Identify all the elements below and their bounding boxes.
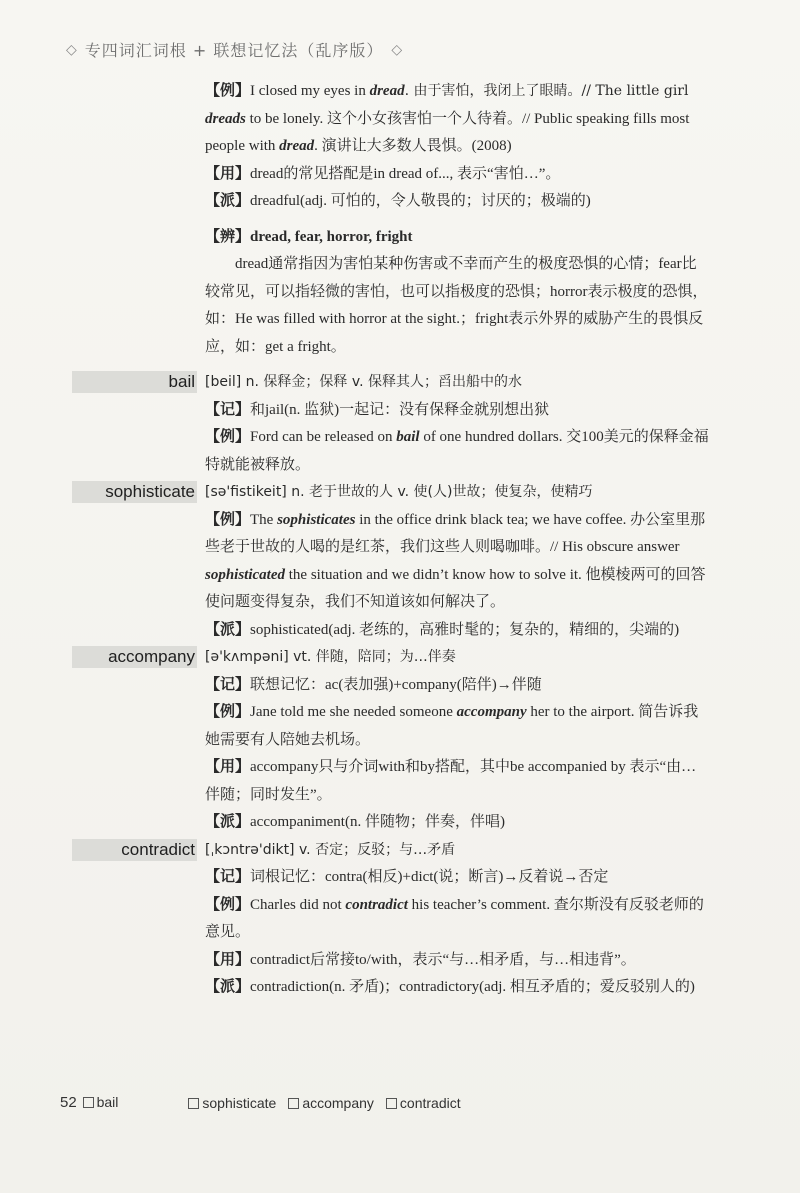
derivative-text: sophisticated(adj. 老练的，高雅时髦的；复杂的，精细的，尖端的)	[250, 621, 680, 638]
derivative	[205, 617, 710, 645]
dread-derivative	[205, 188, 710, 216]
distinction-tag: 【辨】	[205, 228, 251, 245]
keyword: dread	[279, 138, 315, 154]
keyword: dreads	[205, 110, 246, 127]
derivative	[205, 974, 710, 1002]
running-header	[66, 38, 402, 61]
usage-text: contradict后常接to/with，表示“与…相矛盾，与…相违背”。	[250, 951, 636, 968]
memory-tip	[205, 672, 710, 700]
memory-text: 词根记忆：contra(相反)+dict(说；断言)→反着说→否定	[250, 869, 609, 885]
definition: [beil] n. 保释金；保释 v. 保释其人；舀出船中的水	[205, 374, 522, 390]
dread-usage	[205, 161, 710, 189]
memory-tag: 【记】	[205, 676, 251, 693]
headword: contradict	[72, 839, 197, 861]
checkbox-icon	[188, 1098, 199, 1109]
example-text: Jane told me she needed someone	[250, 704, 457, 720]
usage-tag: 【用】	[205, 759, 251, 775]
footer-word: bail	[96, 1094, 119, 1110]
example-text: of one hundred dollars. 交100美元的保释金福特就能被释放。	[205, 429, 709, 473]
example-text: . 演讲让大多数人畏惧。(2008)	[314, 138, 512, 154]
memory-tip	[205, 397, 710, 425]
example-tag: 【例】	[205, 704, 251, 720]
memory-tag: 【记】	[205, 869, 251, 885]
dread-example	[205, 78, 710, 161]
example-tag: 【例】	[205, 511, 251, 528]
usage	[205, 754, 710, 809]
distinction-body: dread通常指因为害怕某种伤害或不幸而产生的极度恐惧的心情；fear比较常见，可以指轻微的害怕，也可以指极度的恐惧；horror表示极度的恐惧，如：He was filled with horror at the sight.；fright表示外界的威胁产生的畏惧反应，如：get a fright。	[205, 256, 708, 355]
page-number: 52	[60, 1094, 77, 1111]
usage	[205, 947, 710, 975]
derivative-tag: 【派】	[205, 979, 251, 995]
definition: [sə'fistikeit] n. 老于世故的人 v. 使(人)世故；使复杂，使精巧	[205, 484, 593, 500]
usage-text: dread的常见搭配是in dread of..., 表示“害怕…”。	[250, 165, 561, 182]
example-text: I closed my eyes in	[250, 83, 370, 99]
derivative-text: accompaniment(n. 伴随物；伴奏，伴唱)	[250, 814, 505, 830]
page-footer	[60, 1094, 461, 1111]
checkbox-icon	[386, 1098, 397, 1109]
example-text: the situation and we didn’t know how to solve it. 他模棱两可的回答使问题变得复杂，我们不知道该如何解决了。	[205, 566, 706, 610]
memory-tip	[205, 864, 710, 892]
diamond-icon: ◇	[391, 41, 403, 58]
entry-contradict	[121, 837, 710, 1002]
derivative-text: dreadful(adj. 可怕的，令人敬畏的；讨厌的；极端的)	[250, 193, 591, 209]
entry-sophisticate	[105, 479, 710, 644]
checkbox-icon	[288, 1098, 299, 1109]
derivative-tag: 【派】	[205, 814, 251, 830]
headword: bail	[72, 371, 197, 393]
dread-distinction	[205, 224, 710, 362]
content	[105, 78, 710, 1002]
headword: sophisticate	[72, 481, 197, 503]
example-text: Ford can be released on	[250, 429, 397, 445]
header-title: 专四词汇词根 + 联想记忆法（乱序版）	[84, 41, 384, 60]
footer-word: accompany	[302, 1094, 374, 1111]
keyword: sophisticated	[205, 566, 286, 583]
example	[205, 699, 710, 754]
keyword: dread	[369, 83, 405, 99]
memory-text: 和jail(n. 监狱)一起记：没有保释金就别想出狱	[250, 401, 550, 418]
derivative	[205, 809, 710, 837]
derivative-tag: 【派】	[205, 621, 251, 638]
keyword: contradict	[345, 896, 408, 913]
diamond-icon: ◇	[66, 41, 77, 58]
example-text: to be lonely. 这个小女孩害怕一个人待着。// Public speaking fills most people with	[205, 110, 690, 154]
definition: [ˌkɔntrə'dikt] v. 否定；反驳；与…矛盾	[205, 841, 456, 858]
footer-group	[60, 1094, 118, 1111]
keyword: bail	[396, 429, 420, 445]
example	[205, 424, 710, 479]
usage-tag: 【用】	[205, 165, 251, 182]
example-text: Charles did not	[250, 896, 346, 913]
example-text: her to the airport. 简告诉我她需要有人陪她去机场。	[205, 704, 699, 748]
headword: accompany	[72, 646, 197, 668]
footer-group	[188, 1095, 276, 1111]
example-text: . 由于害怕，我闭上了眼睛。// The little girl	[404, 83, 689, 99]
checkbox-icon	[83, 1097, 94, 1108]
example-tag: 【例】	[205, 83, 251, 99]
example	[205, 892, 710, 947]
distinction-title: dread, fear, horror, fright	[250, 228, 413, 245]
entry-accompany	[108, 644, 710, 837]
usage-tag: 【用】	[205, 951, 251, 968]
example-tag: 【例】	[205, 896, 251, 913]
derivative-tag: 【派】	[205, 193, 251, 209]
keyword: accompany	[456, 704, 527, 720]
entry-bail	[168, 369, 710, 479]
example-text: The	[250, 511, 278, 528]
example-tag: 【例】	[205, 429, 251, 445]
memory-text: 联想记忆：ac(表加强)+company(陪伴)→伴随	[250, 676, 542, 693]
example-text: in the office drink black tea; we have coffee. 办公室里那些老于世故的人喝的是红茶，我们这些人则喝咖啡。// His obscure answer	[205, 511, 706, 555]
footer-group	[288, 1095, 374, 1111]
example-text: his teacher’s comment. 查尔斯没有反驳老师的意见。	[205, 896, 704, 940]
keyword: sophisticates	[277, 511, 356, 528]
footer-word: sophisticate	[202, 1094, 277, 1111]
usage-text: accompany只与介词with和by搭配，其中be accompanied by 表示“由…伴随；同时发生”。	[205, 759, 697, 803]
footer-group	[386, 1095, 461, 1111]
example	[205, 507, 710, 617]
footer-word: contradict	[399, 1094, 461, 1111]
derivative-text: contradiction(n. 矛盾)；contradictory(adj. 相互矛盾的；爱反驳别人的)	[250, 979, 695, 995]
definition: [ə'kʌmpəni] vt. 伴随，陪同；为…伴奏	[205, 649, 456, 665]
memory-tag: 【记】	[205, 401, 251, 418]
